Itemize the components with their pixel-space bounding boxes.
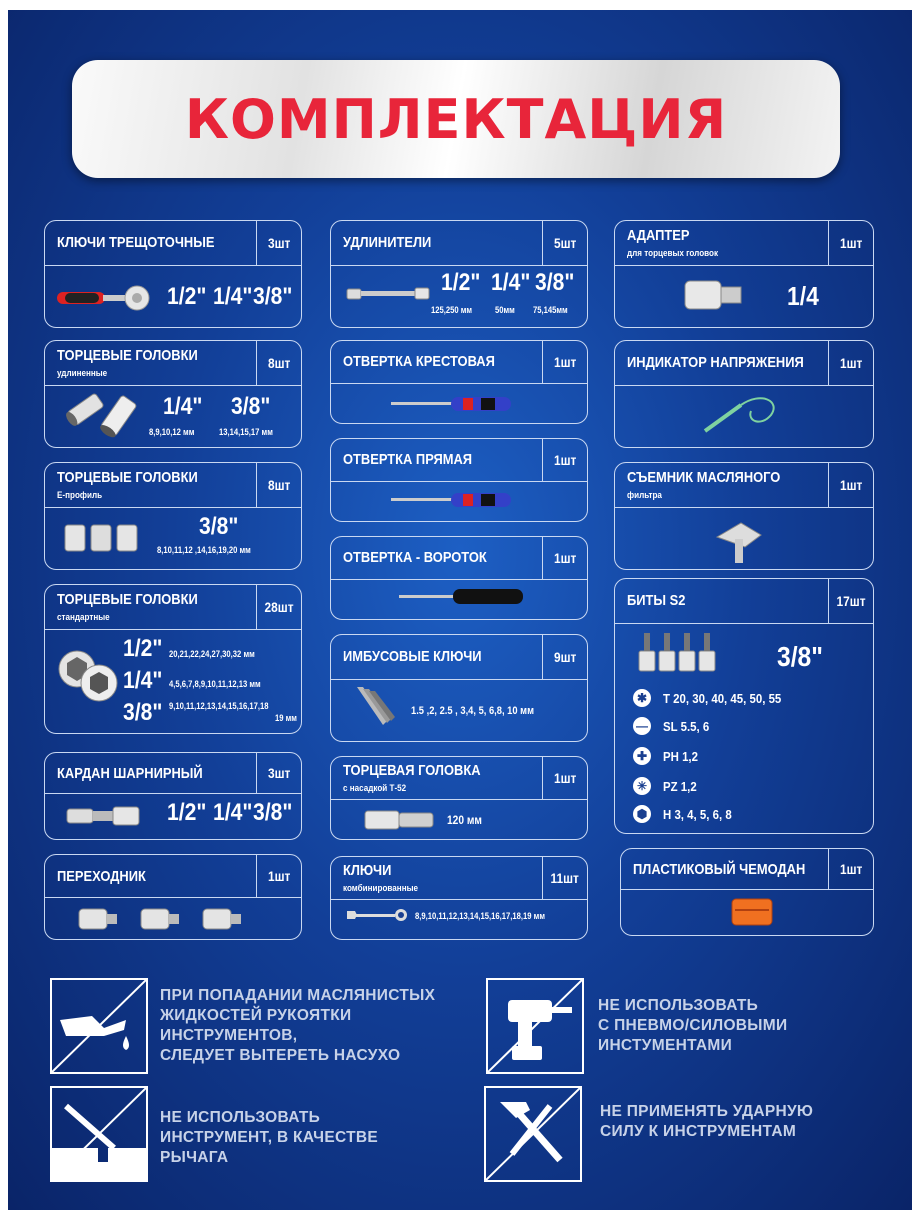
- card-sockets-long: [44, 340, 302, 448]
- warning-power-tool-icon: [486, 978, 584, 1074]
- item-name: АДАПТЕР: [627, 227, 690, 244]
- item-qty: 1шт: [828, 463, 873, 507]
- size: 3/8": [777, 641, 823, 672]
- bits-hex: H 3, 4, 5, 6, 8: [663, 806, 732, 822]
- socket-bit-icon: [361, 807, 437, 833]
- size-1-2: 1/2": [167, 283, 207, 310]
- card-ujoint: [44, 752, 302, 840]
- phillips-icon: ✚: [633, 747, 651, 765]
- item-qty: 28шт: [256, 585, 301, 629]
- size-1-4: 1/4": [163, 393, 203, 420]
- item-qty: 3шт: [256, 221, 301, 265]
- item-name: ТОРЦЕВЫЕ ГОЛОВКИ: [57, 591, 198, 608]
- card-tester: [614, 340, 874, 448]
- item-qty: 17шт: [828, 579, 873, 623]
- size-1-4: 1/4": [491, 269, 531, 296]
- item-qty: 3шт: [256, 753, 301, 793]
- item-sub: удлиненные: [57, 368, 108, 378]
- size-1-4: 1/4": [213, 283, 253, 310]
- size: 120 мм: [447, 813, 482, 827]
- card-adapter: [44, 854, 302, 940]
- item-name: СЪЕМНИК МАСЛЯНОГО: [627, 469, 781, 486]
- card-sockets-std: [44, 584, 302, 734]
- adapter-icon: [75, 905, 255, 933]
- size-3-8: 3/8": [231, 393, 271, 420]
- card-flat: [330, 438, 588, 522]
- bits-slotted: SL 5.5, 6: [663, 718, 710, 734]
- item-qty: 11шт: [542, 857, 587, 899]
- row3-sizes-2: 19 мм: [275, 713, 297, 723]
- warning-oil-text: ПРИ ПОПАДАНИИ МАСЛЯНИСТЫХ ЖИДКОСТЕЙ РУКОЯТКИ ИНСТРУМЕНТОВ, СЛЕДУЕТ ВЫТЕРЕТЬ НАСУХО: [160, 987, 436, 1064]
- sizes-1-4: 8,9,10,12 мм: [149, 427, 195, 437]
- size-1-2: 1/2": [441, 269, 481, 296]
- card-combo: [330, 856, 588, 940]
- bit-socket-icon: [635, 627, 723, 675]
- extension-icon: [345, 283, 431, 303]
- item-qty: 1шт: [542, 537, 587, 579]
- card-hex: [330, 634, 588, 742]
- socket-adapter-icon: [681, 275, 747, 315]
- item-qty: 1шт: [828, 849, 873, 889]
- warning-lever-text: НЕ ИСПОЛЬЗОВАТЬ ИНСТРУМЕНТ, В КАЧЕСТВЕ РЫЧАГА: [160, 1109, 378, 1166]
- bits-pozidriv: PZ 1,2: [663, 778, 697, 794]
- bits-torx: T 20, 30, 40, 45, 50, 55: [663, 690, 782, 706]
- length-2: 50мм: [495, 305, 515, 315]
- tbar-screwdriver-icon: [397, 585, 527, 609]
- item-sub: с насадкой Т-52: [343, 783, 407, 793]
- item-qty: 1шт: [542, 757, 587, 799]
- item-sub: фильтра: [627, 490, 662, 500]
- socket-icon: [55, 647, 121, 705]
- card-socket-adapter: [614, 220, 874, 328]
- item-qty: 1шт: [542, 341, 587, 383]
- item-qty: 1шт: [256, 855, 301, 897]
- sizes: 1.5 ,2, 2.5 , 3,4, 5, 6,8, 10 мм: [411, 705, 534, 717]
- length-1: 125,250 мм: [431, 305, 473, 315]
- item-name: ТОРЦЕВАЯ ГОЛОВКА: [343, 762, 481, 779]
- hex-key-icon: [353, 683, 399, 731]
- warning-impact-text: НЕ ПРИМЕНЯТЬ УДАРНУЮ СИЛУ К ИНСТРУМЕНТАМ: [600, 1103, 814, 1140]
- item-qty: 1шт: [828, 341, 873, 385]
- bits-phillips: PH 1,2: [663, 748, 698, 764]
- ujoint-icon: [63, 801, 143, 831]
- item-qty: 9шт: [542, 635, 587, 679]
- card-tbar: [330, 536, 588, 620]
- sizes: 8,10,11,12 ,14,16,19,20 мм: [157, 545, 251, 555]
- title-banner: [72, 60, 840, 178]
- item-name: ПЛАСТИКОВЫЙ ЧЕМОДАН: [633, 861, 806, 878]
- card-extensions: [330, 220, 588, 328]
- size-1-4: 1/4": [213, 799, 253, 826]
- row1-size: 1/2": [123, 635, 163, 662]
- item-name: ОТВЕРТКА - ВОРОТОК: [343, 549, 487, 566]
- item-name: УДЛИНИТЕЛИ: [343, 234, 432, 251]
- flat-screwdriver-icon: [389, 489, 519, 511]
- warning-impact-icon: [484, 1086, 582, 1182]
- size-1-2: 1/2": [167, 799, 207, 826]
- card-socket-t52: [330, 756, 588, 840]
- item-sub: для торцевых головок: [627, 248, 719, 258]
- voltage-tester-icon: [701, 391, 787, 439]
- item-name: ИМБУСОВЫЕ КЛЮЧИ: [343, 648, 482, 665]
- case-icon: [729, 895, 775, 929]
- size-3-8: 3/8": [535, 269, 575, 296]
- item-name: ИНДИКАТОР НАПРЯЖЕНИЯ: [627, 354, 804, 371]
- item-qty: 1шт: [828, 221, 873, 265]
- warning-lever-icon: [50, 1086, 148, 1182]
- size: 1/4: [787, 281, 819, 311]
- item-sub: комбинированные: [343, 883, 419, 893]
- warning-oil-icon: [50, 978, 148, 1074]
- size-3-8: 3/8": [199, 513, 239, 540]
- slotted-icon: —: [633, 717, 651, 735]
- e-socket-icon: [63, 519, 143, 555]
- item-name: ТОРЦЕВЫЕ ГОЛОВКИ: [57, 469, 198, 486]
- row3-size: 3/8": [123, 699, 163, 726]
- card-bits: [614, 578, 874, 834]
- pozidriv-icon: ✳: [633, 777, 651, 795]
- card-phillips: [330, 340, 588, 424]
- wrench-icon: [345, 907, 409, 925]
- item-qty: 8шт: [256, 463, 301, 507]
- item-name: ОТВЕРТКА КРЕСТОВАЯ: [343, 353, 495, 370]
- item-qty: 5шт: [542, 221, 587, 265]
- row2-size: 1/4": [123, 667, 163, 694]
- page-title: КОМПЛЕКТАЦИЯ: [184, 87, 728, 151]
- filter-wrench-icon: [711, 513, 771, 565]
- warning-power-tool-text: НЕ ИСПОЛЬЗОВАТЬ С ПНЕВМО/СИЛОВЫМИ ИНСТУМЕНТАМИ: [598, 997, 788, 1054]
- torx-icon: ✱: [633, 689, 651, 707]
- phillips-screwdriver-icon: [389, 393, 519, 415]
- item-sub: стандартные: [57, 612, 110, 622]
- length-3: 75,145мм: [533, 305, 568, 315]
- ratchet-icon: [55, 283, 153, 313]
- size-3-8: 3/8": [253, 799, 293, 826]
- card-ratchet: [44, 220, 302, 328]
- card-case: [620, 848, 874, 936]
- item-name: КЛЮЧИ ТРЕЩОТОЧНЫЕ: [57, 234, 215, 251]
- item-name: ТОРЦЕВЫЕ ГОЛОВКИ: [57, 347, 198, 364]
- card-filter: [614, 462, 874, 570]
- sizes: 8,9,10,11,12,13,14,15,16,17,18,19 мм: [415, 911, 546, 921]
- item-name: КЛЮЧИ: [343, 862, 392, 879]
- card-sockets-e: [44, 462, 302, 570]
- item-name: БИТЫ S2: [627, 592, 686, 609]
- row2-sizes: 4,5,6,7,8,9,10,11,12,13 мм: [169, 679, 261, 689]
- item-name: КАРДАН ШАРНИРНЫЙ: [57, 765, 203, 782]
- size-3-8: 3/8": [253, 283, 293, 310]
- deep-socket-icon: [65, 393, 141, 441]
- item-sub: Е-профиль: [57, 490, 103, 500]
- row3-sizes: 9,10,11,12,13,14,15,16,17,18: [169, 701, 269, 711]
- sizes-3-8: 13,14,15,17 мм: [219, 427, 273, 437]
- item-name: ПЕРЕХОДНИК: [57, 868, 146, 885]
- item-qty: 8шт: [256, 341, 301, 385]
- row1-sizes: 20,21,22,24,27,30,32 мм: [169, 649, 255, 659]
- item-qty: 1шт: [542, 439, 587, 481]
- hex-bit-icon: ⬢: [633, 805, 651, 823]
- item-name: ОТВЕРТКА ПРЯМАЯ: [343, 451, 473, 468]
